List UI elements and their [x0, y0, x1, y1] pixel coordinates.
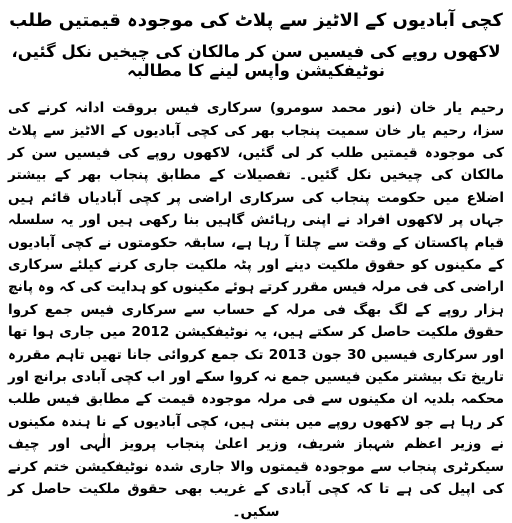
headline-sub-part-1: لاکھوں روپے کی فیسیں سن کر مالکان کی چیخیں نکل گئیں: [17, 41, 501, 61]
article-body: رحیم یار خان (نور محمد سومرو) سرکاری فیس بروقت ادانہ کرنے کی سزا، رحیم یار خان سمیت پنجاب بھر کی کچی آبادیوں کے الاٹیز سے پلاٹ کی موجودہ قیمتیں طلب کر لی گئیں، لاکھوں روپے کی فیسیں سن کر مالکان کی چیخیں نکل گئیں۔ تفصیلات کے مطابق پنجاب بھر کے بیشتر اضلاع میں حکومت پنجاب کی سرکاری اراضی پر کچی آبادیاں قائم ہیں جہاں پر لاکھوں افراد نے اپنی رہائش گاہیں بنا رکھی ہیں اور یہ سلسلہ قیام پاکستان کے وقت سے چلتا آ رہا ہے، سابقہ حکومتوں نے کچی آبادیوں کے مکینوں کو حقوق ملکیت دینے اور پٹہ ملکیت جاری کرنے کیلئے سرکاری اراضی کی فی مرلہ فیس مقرر کرتے ہوئے مکینوں کو ہدایت کی کہ وہ پانچ ہزار روپے کے لگ بھگ فی مرلہ کے حساب سے سرکاری فیس جمع کروا حقوق ملکیت حاصل کر سکتے ہیں، یہ نوٹیفکیشن 2012 میں جاری ہوا تھا اور سرکاری فیسیں 30 جون 2013 تک جمع کروائی جانا تھیں تاہم مقررہ تاریخ تک بیشتر مکین فیسیں جمع نہ کروا سکے اور اب کچی آبادی برانچ اور محکمہ بلدیہ ان مکینوں سے فی مرلہ موجودہ قیمت کے مطابق فیس طلب کر رہا ہے جو لاکھوں روپے میں بنتی ہیں، کچی آبادیوں کے نا ہندہ مکینوں نے وزیر اعظم شہباز شریف، وزیر اعلیٰ پنجاب پرویز الٰہی اور چیف سیکرٹری پنجاب سے موجودہ قیمتوں والا جاری شدہ نوٹیفکیشن ختم کرنے کی اپیل کی ہے تا کہ کچی آبادی کے غریب بھی حقوق ملکیت حاصل کر سکیں۔: [8, 100, 504, 520]
headline-sub-part-2: نوٹیفکیشن واپس لینے کا مطالبہ: [127, 61, 385, 81]
headline-main: کچی آبادیوں کے الاٹیز سے پلاٹ کی موجودہ قیمتیں طلب: [9, 10, 503, 31]
headline-separator: ،: [11, 41, 18, 61]
headline-sub: [8, 42, 504, 82]
